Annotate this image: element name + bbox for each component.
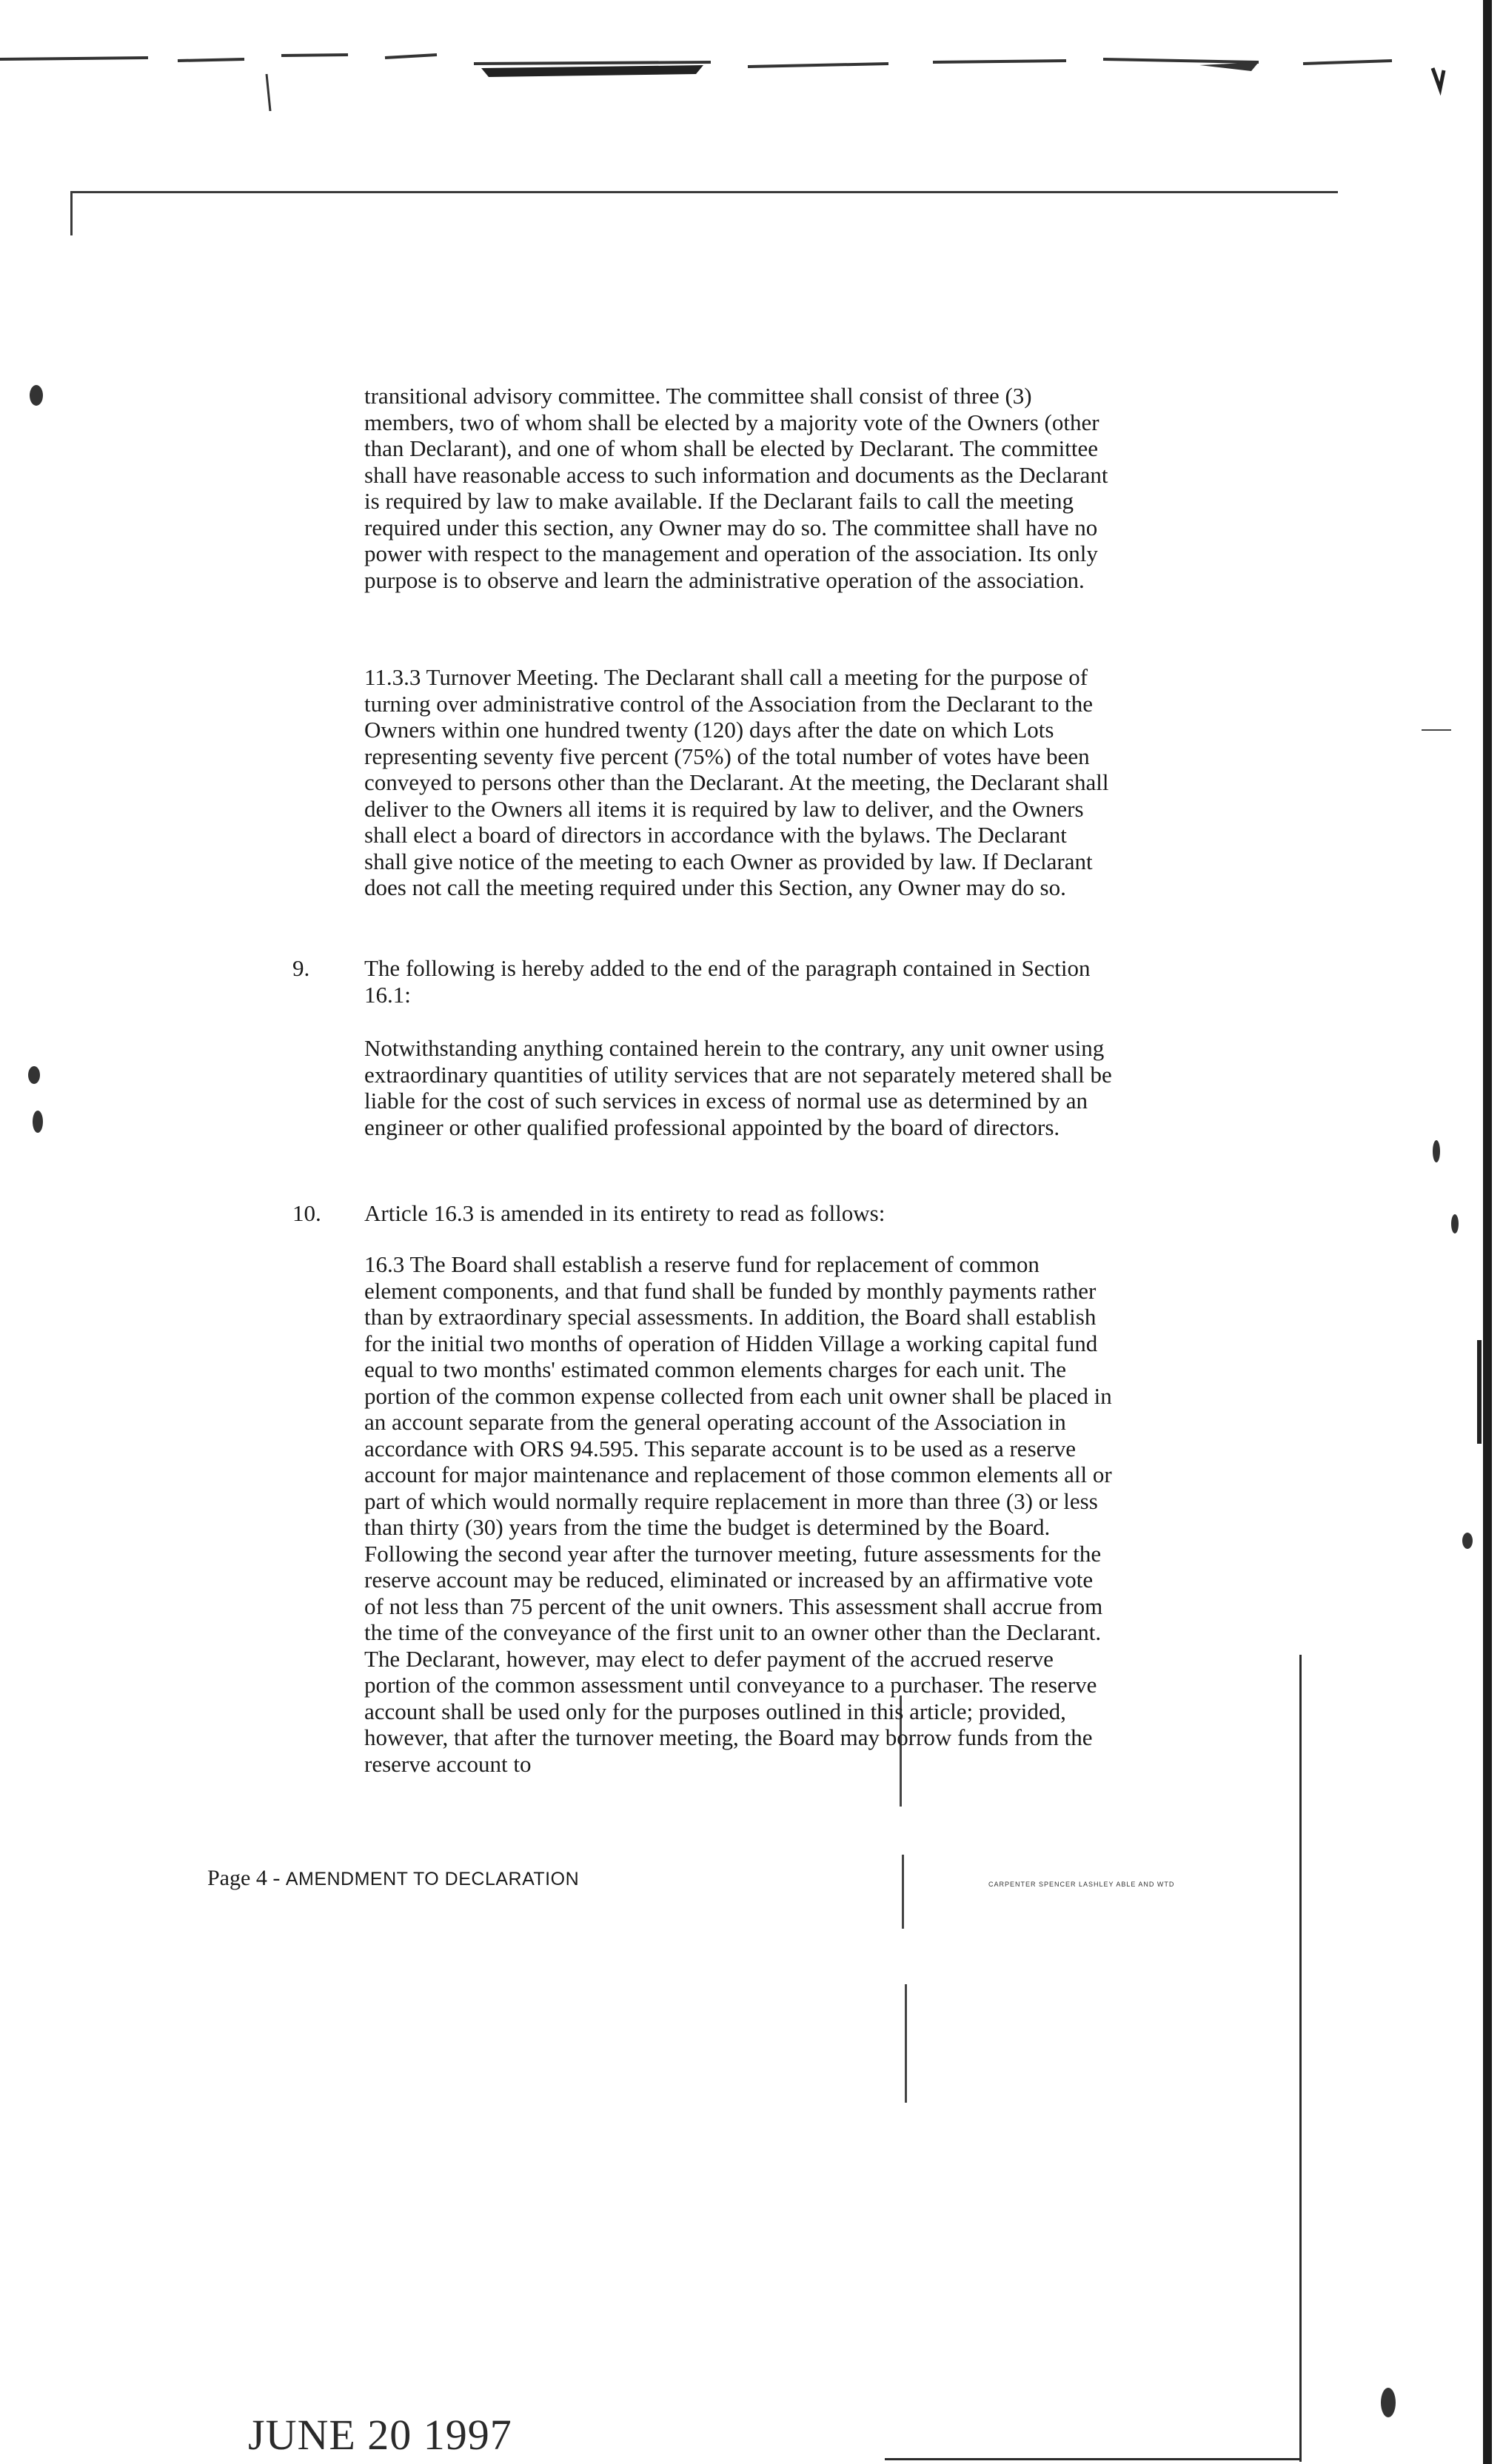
date-stamp: JUNE 20 1997 [248,2411,512,2459]
page-number: Page 4 - [207,1866,281,1890]
paragraph-advisory-committee: transitional advisory committee. The committee shall consist of three (3) members, two of whom shall be elected by a majority vote of the Owners (other than Declarant), and one of whom shall be elected by Declarant. The committee shall have reasonable access to such information and documents as the Declarant is required by law to make available. If the Declarant fails to call the meeting required under this section, any Owner may do so. The committee shall have no power with respect to the management and operation of the association. Its only purpose is to observe and learn the administrative operation of the association. [364,383,1108,593]
item-number: 9. [292,955,310,981]
paragraph-item-10: Article 16.3 is amended in its entirety to read as follows: [364,1200,886,1226]
item-number: 10. [292,1200,321,1226]
paragraph-item-9: The following is hereby added to the end of the paragraph contained in Section 16.1: [364,955,1091,1008]
page-footer [207,1866,579,1891]
firm-line: CARPENTER SPENCER LASHLEY ABLE AND WTD [988,1881,1175,1888]
footer-title: AMENDMENT TO DECLARATION [285,1869,580,1889]
paragraph-turnover-meeting: 11.3.3 Turnover Meeting. The Declarant shall call a meeting for the purpose of turning over administrative control of the Association from the Declarant to the Owners within one hundred twenty (120) days after the date on which Lots representing seventy five percent (75%) of the total number of votes have been conveyed to persons other than the Declarant. At the meeting, the Declarant shall deliver to the Owners all items it is required by law to deliver, and the Owners shall elect a board of directors in accordance with the bylaws. The Declarant shall give notice of the meeting to each Owner as provided by law. If Declarant does not call the meeting required under this Section, any Owner may do so. [364,664,1109,900]
paragraph-utility-services: Notwithstanding anything contained herein to the contrary, any unit owner using extraordinary quantities of utility services that are not separately metered shall be liable for the cost of such services in excess of normal use as determined by an engineer or other qualified professional appointed by the board of directors. [364,1035,1112,1140]
paragraph-reserve-fund: 16.3 The Board shall establish a reserve fund for replacement of common element components, and that fund shall be funded by monthly payments rather than by extraordinary special assessments. In addition, the Board shall establish for the initial two months of operation of Hidden Village a working capital fund equal to two months' estimated common elements charges for each unit. The portion of the common expense collected from each unit owner shall be placed in an account separate from the general operating account of the Association in accordance with ORS 94.595. This separate account is to be used as a reserve account for major maintenance and replacement of those common elements all or part of which would normally require replacement in more than three (3) or less than thirty (30) years from the time the budget is determined by the Board. Following the second year after the turnover meeting, future assessments for the reserve account may be reduced, eliminated or increased by an affirmative vote of not less than 75 percent of the unit owners. This assessment shall accrue from the time of the conveyance of the first unit to an owner other than the Declarant. The Declarant, however, may elect to defer payment of the accrued reserve portion of the common assessment until conveyance to a purchaser. The reserve account shall be used only for the purposes outlined in this article; provided, however, that after the turnover meeting, the Board may borrow funds from the reserve account to [364,1251,1112,1777]
